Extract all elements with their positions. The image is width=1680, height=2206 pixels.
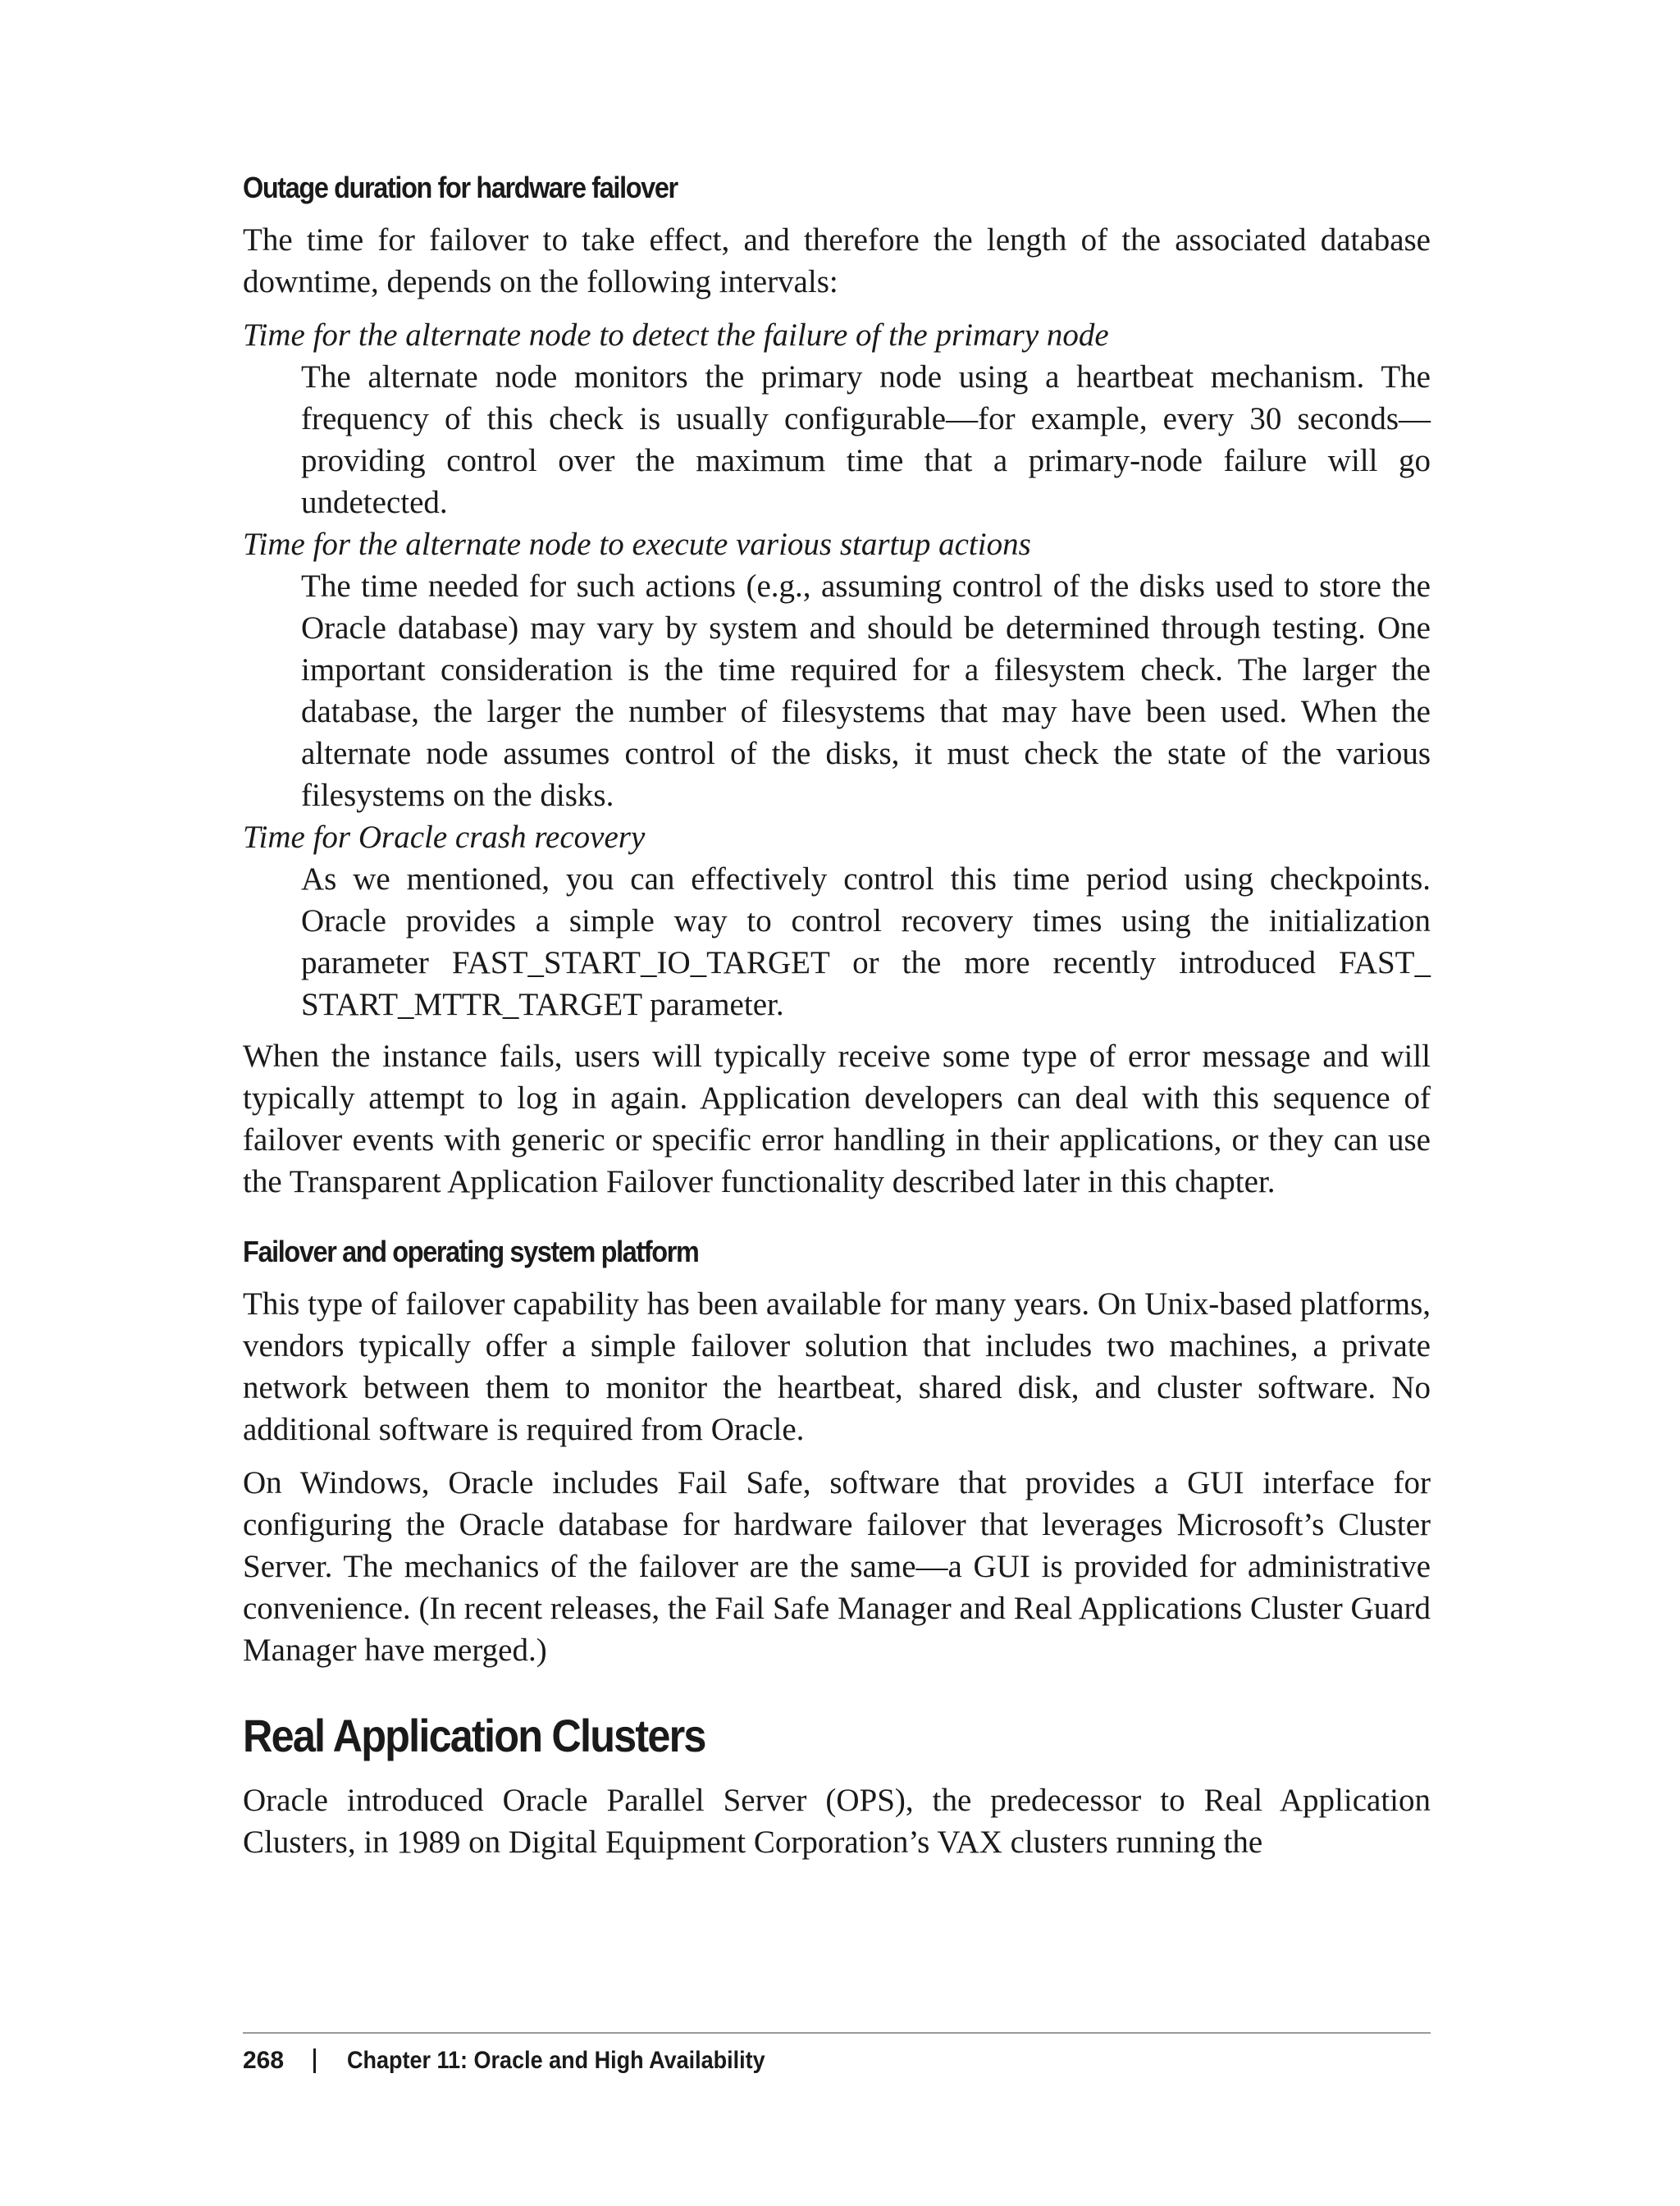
term-crash-recovery: Time for Oracle crash recovery [243,820,646,855]
definition-detect-failure: The alternate node monitors the primary node using a heartbeat mechanism. The frequency of this check is usually configurable—for example, every 30 seconds—providing control over the maximum time that a primary-node failure will go undetected. [301,359,1431,520]
footer-divider [313,2048,316,2073]
definition-crash-recovery: As we mentioned, you can effectively control this time period using checkpoints. Oracle provides a simple way to control recovery times using the initialization parameter FAST_START_IO_TARGET or the more recently introduced FAST_ START_MTTR_TARGET parameter. [301,861,1431,1022]
rac-section-title: Real Application Clusters [243,1710,705,1761]
definition-startup-actions: The time needed for such actions (e.g., assuming control of the disks used to store the Oracle database) may vary by system and should be determined through testing. One important consideration is the time required for a filesystem check. The larger the database, the larger the number of filesystems that may have been used. When the alternate node assumes control of the disks, it must check the state of the various filesystems on the disks. [301,569,1431,813]
platform-heading: Failover and operating system platform [243,1235,699,1268]
outage-closing-paragraph: When the instance fails, users will typically receive some type of error message and will typically attempt to log in again. Application developers can deal with this sequence of failover events with generic or specific error handling in their applications, or they can use the Transparent Application Failover functionality described later in this chapter. [243,1039,1431,1199]
page-content [243,168,1431,1875]
page-number: 268 [243,2047,285,2074]
failover-intervals-list [243,314,1431,1025]
platform-paragraph-unix: This type of failover capability has been available for many years. On Unix-based platforms, vendors typically offer a simple failover solution that includes two machines, a private network between them to monitor the heartbeat, shared disk, and cluster software. No additional software is required from Oracle. [243,1286,1431,1447]
term-startup-actions: Time for the alternate node to execute various startup actions [243,527,1031,562]
platform-paragraph-windows: On Windows, Oracle includes Fail Safe, software that provides a GUI interface for configuring the Oracle database for hardware failover that leverages Microsoft’s Cluster Server. The mechanics of the failover are the same—a GUI is provided for administrative convenience. (In recent releases, the Fail Safe Manager and Real Applications Cluster Guard Manager have merged.) [243,1465,1431,1668]
term-detect-failure: Time for the alternate node to detect the failure of the primary node [243,317,1109,353]
page-footer [243,2032,1431,2075]
outage-duration-heading: Outage duration for hardware failover [243,171,678,204]
outage-intro-paragraph: The time for failover to take effect, and therefore the length of the associated database downtime, depends on the following intervals: [243,222,1431,299]
chapter-title: Chapter 11: Oracle and High Availability [347,2047,765,2074]
rac-intro-paragraph: Oracle introduced Oracle Parallel Server (OPS), the predecessor to Real Application Clusters, in 1989 on Digital Equipment Corporation’s VAX clusters running the [243,1783,1431,1860]
